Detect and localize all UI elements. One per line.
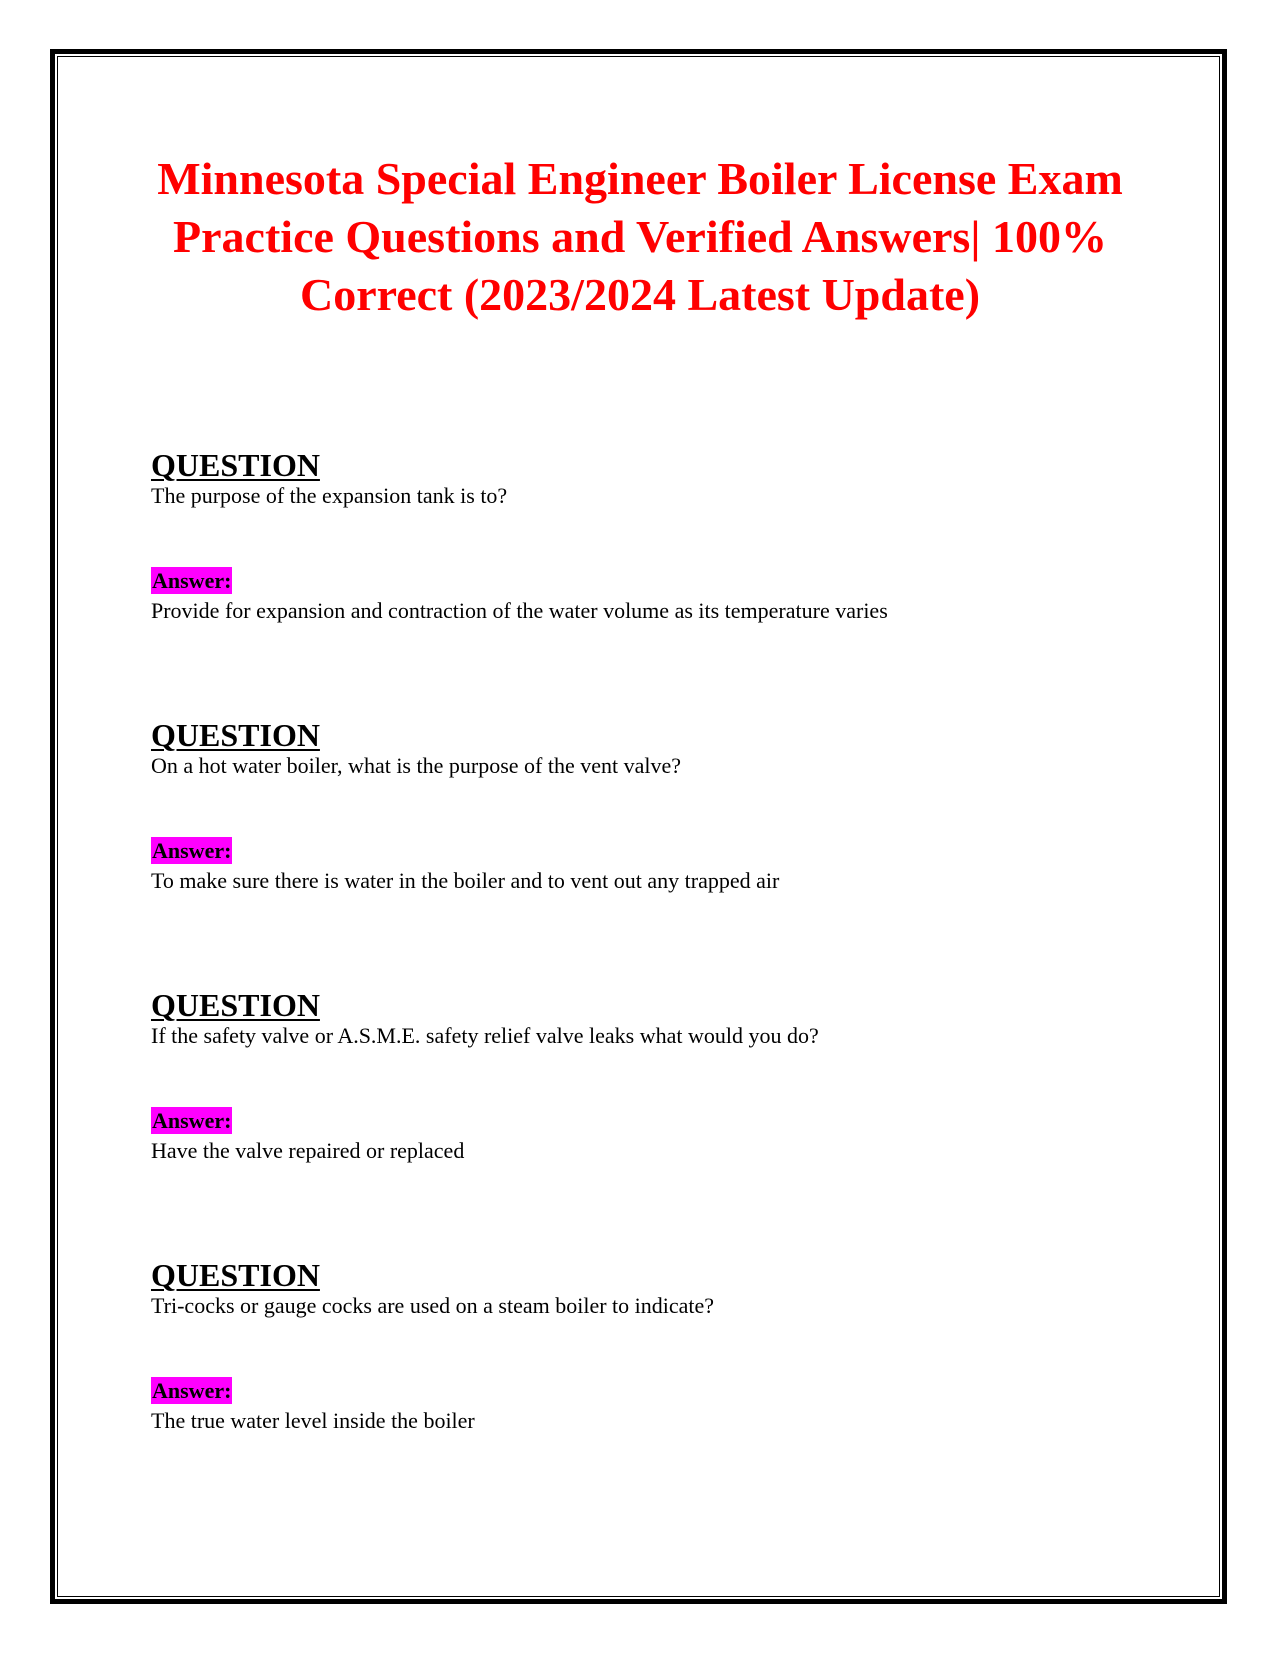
answer-label: Answer: (152, 568, 232, 593)
document-title: Minnesota Special Engineer Boiler License Exam Practice Questions and Verified Answers| 100% Correct (2023/2024 Latest Update) (157, 153, 1123, 320)
question-text: If the safety valve or A.S.M.E. safety relief valve leaks what would you do? (151, 1023, 819, 1048)
answer-text: Have the valve repaired or replaced (151, 1138, 465, 1163)
answer-text: The true water level inside the boiler (151, 1408, 475, 1433)
qa-list (151, 448, 1151, 1528)
qa-item-4 (151, 1258, 1151, 1528)
answer-label: Answer: (152, 1108, 232, 1133)
answer-text: Provide for expansion and contraction of the water volume as its temperature varies (151, 598, 888, 623)
question-text: The purpose of the expansion tank is to? (151, 483, 508, 508)
answer-text: To make sure there is water in the boiler and to vent out any trapped air (151, 868, 780, 893)
answer-label: Answer: (152, 838, 232, 863)
question-text: On a hot water boiler, what is the purpose of the vent valve? (151, 753, 682, 778)
qa-item-2 (151, 718, 1151, 988)
question-heading: QUESTION (151, 447, 320, 483)
question-heading: QUESTION (151, 717, 320, 753)
qa-item-3 (151, 988, 1151, 1258)
qa-item-1 (151, 448, 1151, 718)
question-text: Tri-cocks or gauge cocks are used on a steam boiler to indicate? (151, 1293, 715, 1318)
question-heading: QUESTION (151, 987, 320, 1023)
answer-label: Answer: (152, 1378, 232, 1403)
question-heading: QUESTION (151, 1257, 320, 1293)
